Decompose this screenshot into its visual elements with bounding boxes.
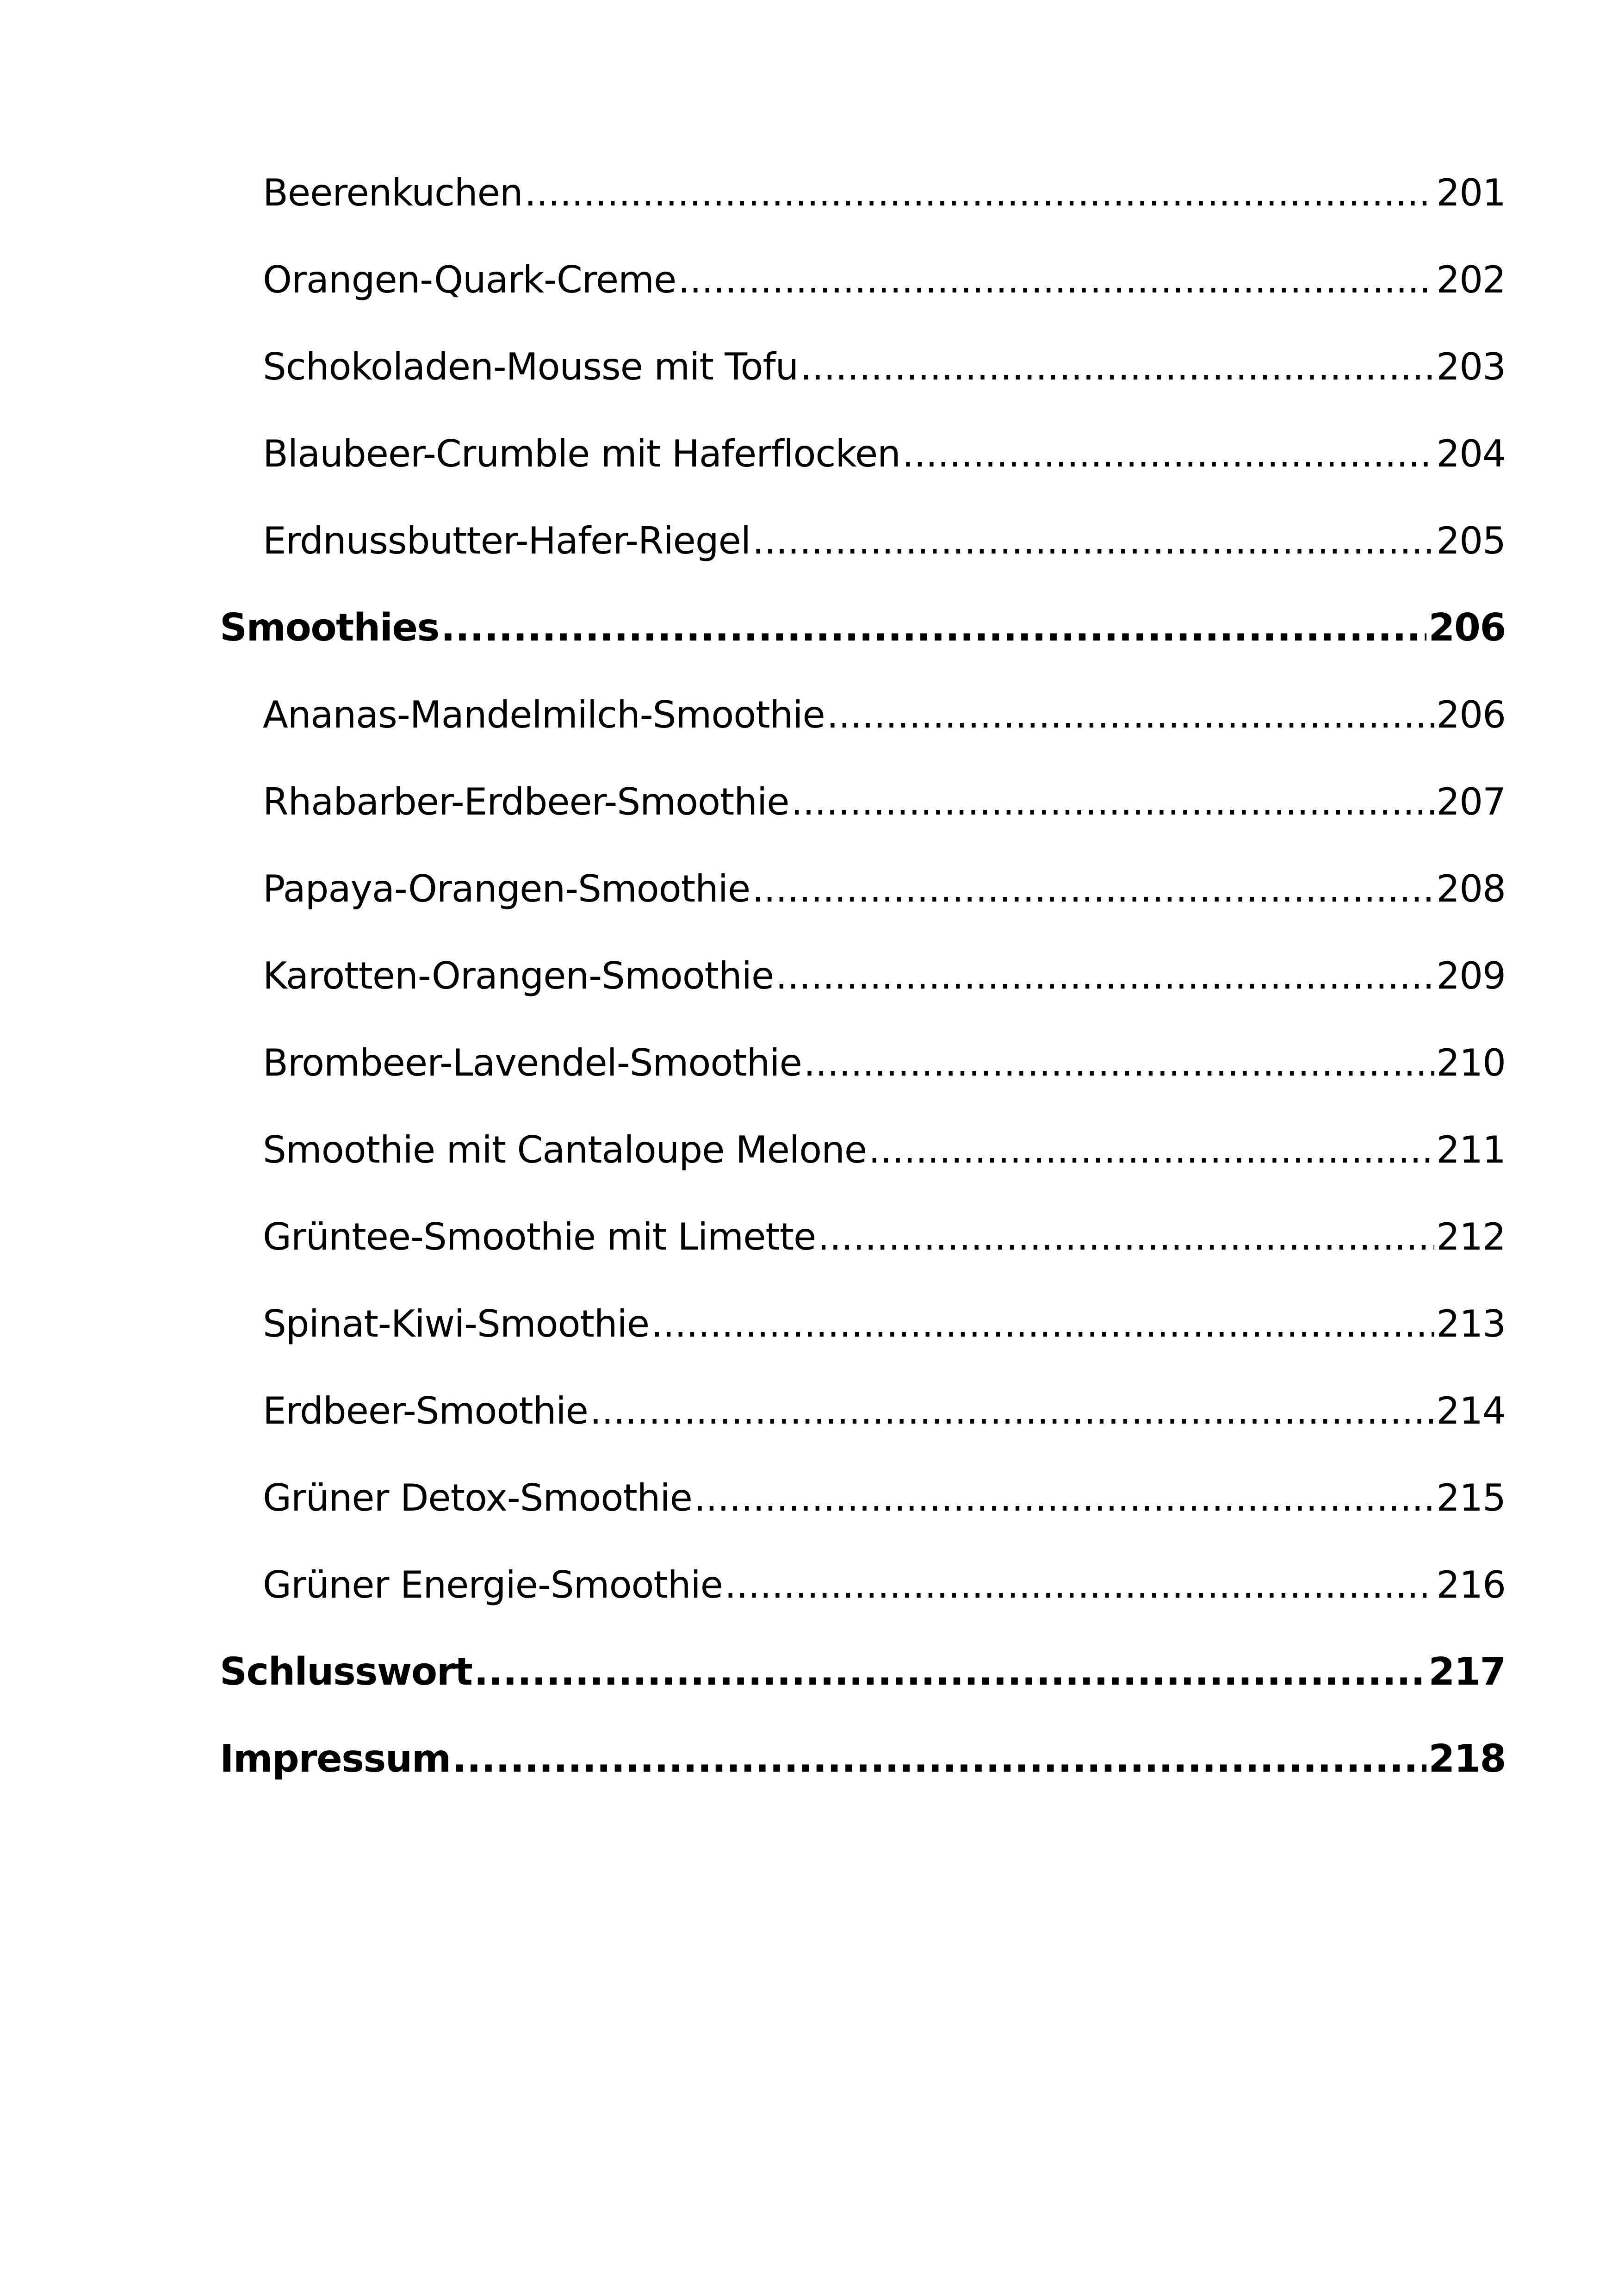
toc-entry-page: 215 — [1436, 1476, 1506, 1519]
toc-entry-title: Smoothie mit Cantaloupe Melone — [263, 1128, 867, 1171]
toc-entry-title: Beerenkuchen — [263, 171, 523, 214]
toc-entry-karotten-orangen-smoothie[interactable] — [263, 948, 1506, 1003]
toc-entry-papaya-orangen-smoothie[interactable] — [263, 861, 1506, 916]
toc-dot-leader — [804, 1041, 1434, 1084]
toc-chapter-page: 206 — [1428, 605, 1506, 650]
toc-chapter-title: Smoothies — [220, 605, 439, 650]
toc-entry-title: Grüner Detox-Smoothie — [263, 1476, 692, 1519]
toc-entry-beerenkuchen[interactable] — [263, 165, 1506, 220]
toc-dot-leader — [678, 258, 1434, 301]
toc-chapter-smoothies[interactable] — [220, 600, 1506, 655]
toc-chapter-page: 217 — [1428, 1649, 1506, 1694]
toc-entry-title: Orangen-Quark-Creme — [263, 258, 676, 301]
toc-entry-title: Brombeer-Lavendel-Smoothie — [263, 1041, 802, 1084]
toc-entry-page: 212 — [1436, 1215, 1506, 1258]
toc-entry-page: 210 — [1436, 1041, 1506, 1084]
toc-entry-page: 201 — [1436, 171, 1506, 214]
toc-dot-leader — [868, 1128, 1434, 1171]
toc-chapter-page: 218 — [1428, 1736, 1506, 1781]
toc-dot-leader — [752, 519, 1434, 562]
toc-dot-leader — [752, 867, 1434, 910]
toc-chapter-title: Schlusswort — [220, 1649, 472, 1694]
toc-entry-page: 209 — [1436, 954, 1506, 997]
toc-entry-smoothie-cantaloupe-melone[interactable] — [263, 1122, 1506, 1177]
toc-entry-page: 208 — [1436, 867, 1506, 910]
toc-dot-leader — [818, 1215, 1434, 1258]
toc-entry-page: 205 — [1436, 519, 1506, 562]
toc-dot-leader — [800, 345, 1434, 388]
toc-entry-title: Karotten-Orangen-Smoothie — [263, 954, 774, 997]
toc-entry-page: 211 — [1436, 1128, 1506, 1171]
toc-entry-blaubeer-crumble[interactable] — [263, 426, 1506, 481]
toc-entry-orangen-quark-creme[interactable] — [263, 252, 1506, 307]
toc-entry-gruener-energie-smoothie[interactable] — [263, 1557, 1506, 1612]
toc-dot-leader — [694, 1476, 1434, 1519]
toc-entry-rhabarber-erdbeer-smoothie[interactable] — [263, 774, 1506, 829]
toc-dot-leader — [453, 1737, 1427, 1781]
toc-entry-gruener-detox-smoothie[interactable] — [263, 1470, 1506, 1525]
toc-dot-leader — [827, 693, 1435, 736]
toc-dot-leader — [474, 1650, 1426, 1694]
toc-entry-page: 203 — [1436, 345, 1506, 388]
toc-entry-page: 216 — [1436, 1563, 1506, 1606]
toc-entry-title: Papaya-Orangen-Smoothie — [263, 867, 750, 910]
toc-entry-title: Spinat-Kiwi-Smoothie — [263, 1302, 650, 1345]
toc-entry-title: Ananas-Mandelmilch-Smoothie — [263, 693, 825, 736]
toc-entry-title: Schokoladen-Mousse mit Tofu — [263, 345, 799, 388]
toc-entry-title: Erdnussbutter-Hafer-Riegel — [263, 519, 751, 562]
toc-dot-leader — [902, 432, 1434, 475]
toc-entry-schokoladen-mousse[interactable] — [263, 339, 1506, 394]
toc-dot-leader — [590, 1389, 1435, 1432]
toc-entry-brombeer-lavendel-smoothie[interactable] — [263, 1035, 1506, 1090]
toc-entry-spinat-kiwi-smoothie[interactable] — [263, 1296, 1506, 1351]
toc-entry-page: 207 — [1436, 780, 1506, 823]
toc-entry-title: Blaubeer-Crumble mit Haferflocken — [263, 432, 900, 475]
toc-entry-page: 202 — [1436, 258, 1506, 301]
toc-dot-leader — [441, 606, 1427, 650]
toc-dot-leader — [525, 171, 1435, 214]
toc-entry-title: Erdbeer-Smoothie — [263, 1389, 588, 1432]
toc-entry-erdbeer-smoothie[interactable] — [263, 1383, 1506, 1438]
toc-entry-erdnussbutter-hafer-riegel[interactable] — [263, 513, 1506, 568]
toc-dot-leader — [651, 1302, 1434, 1345]
toc-entry-page: 204 — [1436, 432, 1506, 475]
toc-entry-page: 214 — [1436, 1389, 1506, 1432]
toc-entry-title: Grüntee-Smoothie mit Limette — [263, 1215, 816, 1258]
toc-entry-page: 213 — [1436, 1302, 1506, 1345]
toc-dot-leader — [791, 780, 1434, 823]
toc-entry-gruentee-smoothie-limette[interactable] — [263, 1209, 1506, 1264]
toc-entry-page: 206 — [1436, 693, 1506, 736]
toc-dot-leader — [775, 954, 1434, 997]
toc-entry-title: Grüner Energie-Smoothie — [263, 1563, 723, 1606]
toc-entry-title: Rhabarber-Erdbeer-Smoothie — [263, 780, 789, 823]
toc-chapter-title: Impressum — [220, 1736, 451, 1781]
toc-dot-leader — [725, 1563, 1434, 1606]
toc-chapter-impressum[interactable] — [220, 1731, 1506, 1786]
toc-entry-ananas-mandelmilch-smoothie[interactable] — [263, 687, 1506, 742]
toc-chapter-schlusswort[interactable] — [220, 1644, 1506, 1699]
